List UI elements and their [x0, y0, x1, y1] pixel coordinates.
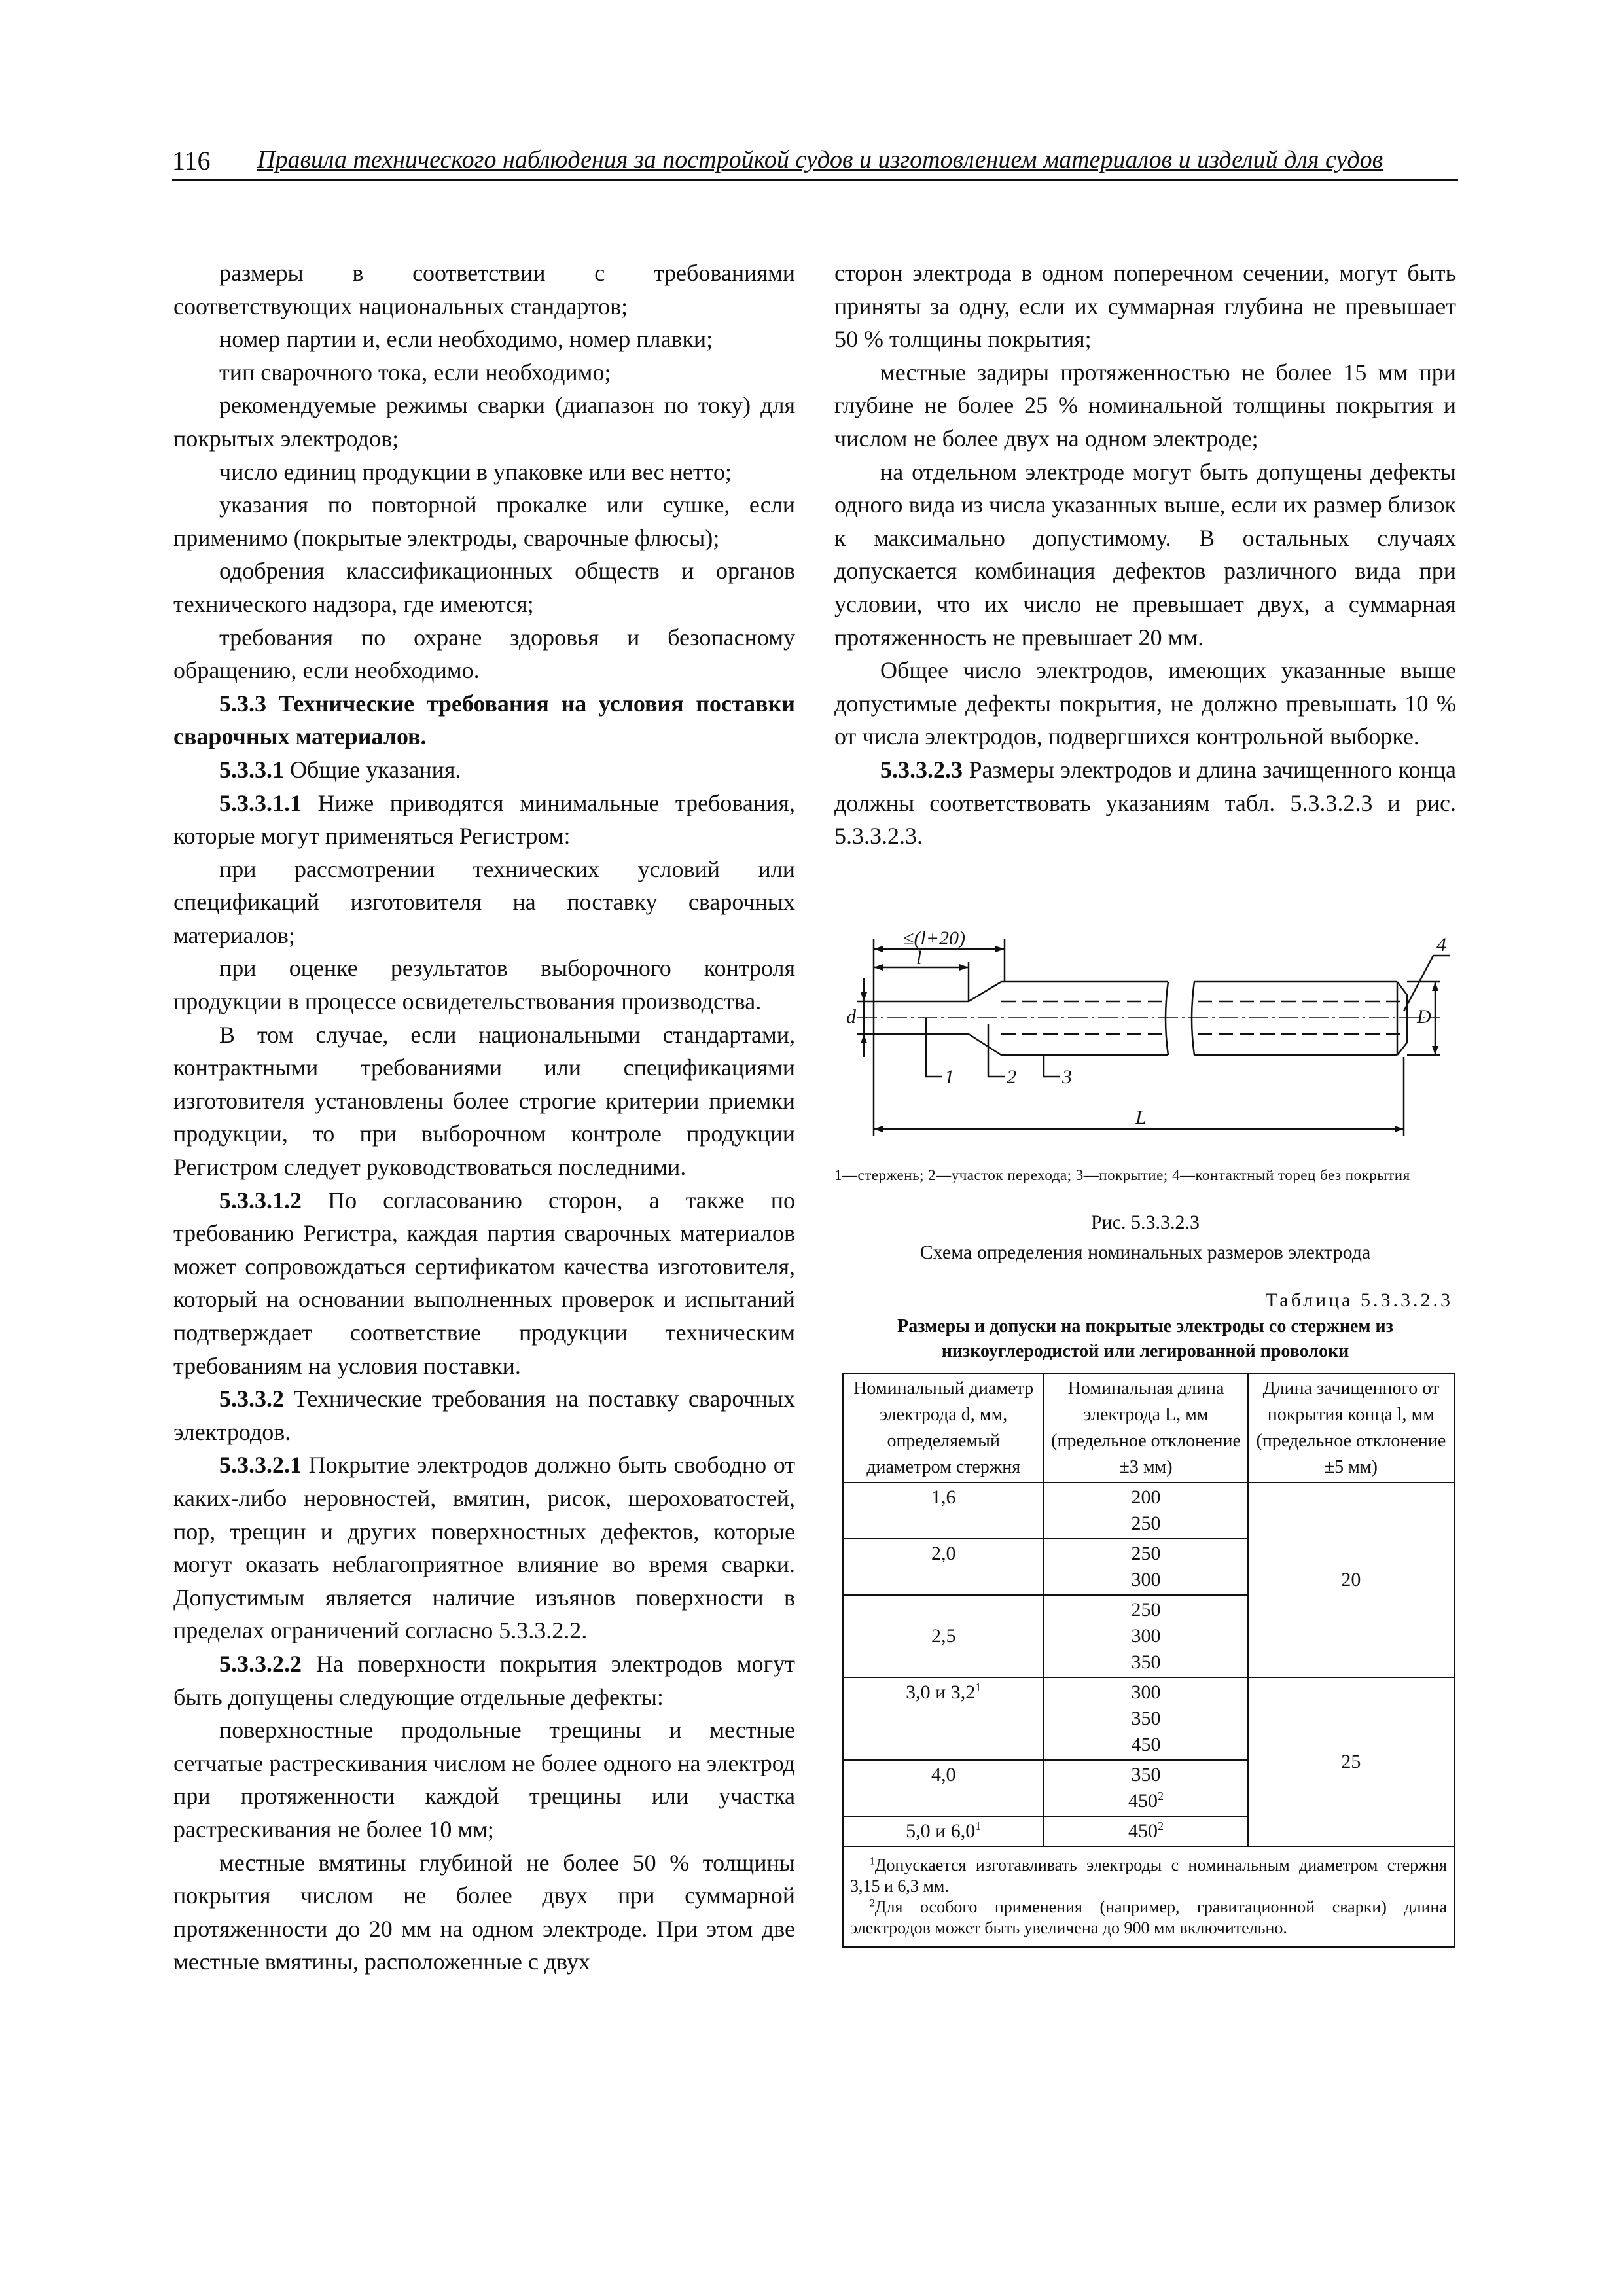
page-header — [172, 145, 1458, 181]
paragraph: местные задиры протяженностью не более 15 мм при глубине не более 25 % номинальной толщины покрытия и числом не более двух на одном электроде; — [834, 359, 1456, 452]
table-header-row — [843, 1374, 1454, 1482]
paragraph: номер партии и, если необходимо, номер плавки; — [219, 326, 713, 353]
callout-leader-2 — [988, 1024, 1005, 1077]
table-notes — [843, 1846, 1454, 1947]
diameter-cell: 2,5 — [843, 1595, 1044, 1677]
paragraph: размеры в соответствии с требованиями соответствующих национальных стандартов; — [173, 260, 795, 319]
callout-1: 1 — [944, 1066, 954, 1088]
right-column — [834, 257, 1456, 853]
clause-number: 5.3.3.2.3 — [880, 756, 963, 783]
diameter-cell: 3,0 и $3,2^1$ — [843, 1677, 1044, 1760]
table-notes-row — [843, 1846, 1454, 1947]
clause-text: На поверхности покрытия электродов могут быть допущены следующие отдельные дефекты: — [173, 1650, 795, 1710]
dim-label-D: D — [1417, 1006, 1431, 1028]
clause-text: Покрытие электродов должно быть свободно от каких-либо неровностей, вмятин, рисок, шероховатостей, пор, трещин и других поверхностных дефектов, которые могут оказать неблагоприятное влияние во время сварки. Допустимым является наличие изъянов поверхности в пределах ограничений согласно 5.3.3.2.2. — [173, 1452, 795, 1644]
paragraph: при оценке результатов выборочного контроля продукции в процессе освидетельствования производства. — [173, 955, 795, 1015]
dim-label-l: l — [916, 947, 922, 969]
paragraph: требования по охране здоровья и безопасному обращению, если необходимо. — [173, 624, 795, 684]
break-line-right — [1192, 982, 1194, 1055]
running-title: Правила технического наблюдения за постройкой судов и изготовлением материалов и изделий для судов — [257, 146, 1383, 173]
footnote-1: $^1$Допускается изготавливать электроды с номинальным диаметром стержня 3,15 и 6,3 мм. — [850, 1856, 1447, 1895]
table-row — [843, 1677, 1454, 1760]
callout-3: 3 — [1062, 1066, 1072, 1088]
break-line-left — [1166, 982, 1168, 1055]
clause-text: Размеры электродов и длина зачищенного конца должны соответствовать указаниям табл. 5.3.3.2.3 и рис. 5.3.3.2.3. — [834, 756, 1456, 850]
footnote-2: $^2$Для особого применения (например, гравитационной сварки) длина электродов может быть увеличена до 900 мм включительно. — [850, 1897, 1447, 1937]
clause-number: 5.3.3.2.2 — [219, 1650, 302, 1677]
callout-2: 2 — [1007, 1066, 1016, 1088]
paragraph-5-3-3-1-2 — [173, 1184, 795, 1383]
dim-label-top: ≤(l+20) — [903, 927, 966, 949]
callout-leader-4 — [1404, 956, 1450, 1011]
transition-top — [969, 982, 1001, 1001]
diameter-cell: 1,6 — [843, 1482, 1044, 1539]
clause-number: 5.3.3.2.1 — [219, 1452, 302, 1479]
transition-bottom — [969, 1034, 1001, 1055]
paragraph-5-3-3-1-1 — [173, 787, 795, 853]
table-label: Таблица 5.3.3.2.3 — [1265, 1289, 1453, 1311]
paragraph: число единиц продукции в упаковке или вес нетто; — [219, 458, 732, 485]
paragraph-5-3-3-2-1 — [173, 1448, 795, 1647]
diameter-cell: 5,0 и $6,0^1$ — [843, 1816, 1044, 1846]
figure-legend: 1—стержень; 2—участок перехода; 3—покрытие; 4—контактный торец без покрытия — [834, 1167, 1410, 1183]
clause-text: Технические требования на поставку сварочных электродов. — [173, 1386, 795, 1445]
clean-end-cell: 20 — [1248, 1482, 1454, 1677]
table-row — [843, 1482, 1454, 1539]
diameter-cell: 4,0 — [843, 1760, 1044, 1816]
callout-4: 4 — [1436, 934, 1446, 956]
paragraph: поверхностные продольные трещины и местные сетчатые растрескивания числом не более одного на электрод при протяженности каждой трещины или участка растрескивания не более 10 мм; — [173, 1717, 795, 1842]
figure-caption — [834, 1208, 1456, 1268]
paragraph: местные вмятины глубиной не более 50 % толщины покрытия числом не более двух при суммарной протяженности до 20 мм на одном электроде. При этом две местные вмятины, расположенные с двух — [173, 1849, 795, 1975]
table-title: Размеры и допуски на покрытые электроды со стержнем из низкоуглеродистой или легированной проволоки — [897, 1316, 1393, 1361]
dim-label-d: d — [846, 1006, 856, 1028]
callout-leader-1 — [926, 1018, 942, 1077]
clean-end-cell: 25 — [1248, 1677, 1454, 1846]
length-cell: 250 300 — [1044, 1539, 1247, 1595]
paragraph: указания по повторной прокалке или сушке, если применимо (покрытые электроды, сварочные флюсы); — [173, 492, 795, 551]
paragraph: рекомендуемые режимы сварки (диапазон по току) для покрытых электродов; — [173, 392, 795, 452]
paragraph: Общее число электродов, имеющих указанные выше допустимые дефекты покрытия, не должно превышать 10 % от числа электродов, подвергшихся контрольной выборке. — [834, 657, 1456, 750]
paragraph: сторон электрода в одном поперечном сечении, могут быть приняты за одну, если их суммарная глубина не превышает 50 % толщины покрытия; — [834, 260, 1456, 353]
length-cell: 350 $450^2$ — [1044, 1760, 1247, 1816]
paragraph-5-3-3-2 — [173, 1382, 795, 1448]
length-cell: $450^2$ — [1044, 1816, 1247, 1846]
diameter-cell: 2,0 — [843, 1539, 1044, 1595]
clause-number: 5.3.3.2 — [219, 1386, 284, 1412]
clause-number: 5.3.3.1.1 — [219, 789, 302, 816]
contact-tip — [1397, 982, 1407, 1055]
length-cell: 250 300 350 — [1044, 1595, 1247, 1677]
paragraph: В том случае, если национальными стандартами, контрактными требованиями или спецификациями изготовителя установлены более строгие критерии приемки продукции, то при выборочном контроле продукции Регистром следует руководствоваться последними. — [173, 1021, 795, 1181]
clause-number: 5.3.3.1 — [219, 756, 284, 783]
paragraph-5-3-3-2-3 — [834, 753, 1456, 853]
paragraph: при рассмотрении технических условий или спецификаций изготовителя на поставку сварочных материалов; — [173, 855, 795, 948]
left-column — [173, 257, 795, 1979]
clause-text: Общие указания. — [284, 756, 461, 783]
dim-label-L: L — [1135, 1107, 1147, 1128]
column-header-clean-end: Длина зачищенного от покрытия конца l, мм (предельное отклонение ±5 мм) — [1248, 1374, 1454, 1482]
paragraph: на отдельном электроде могут быть допущены дефекты одного вида из числа указанных выше, если их размер близок к максимально допустимому. В остальных случаях допускается комбинация дефектов различного вида при условии, что их число не превышает двух, а суммарная протяженность не превышает 20 мм. — [834, 458, 1456, 651]
paragraph: тип сварочного тока, если необходимо; — [219, 359, 611, 386]
clause-number: 5.3.3.1.2 — [219, 1187, 302, 1213]
figure-caption-number: Рис. 5.3.3.2.3 — [1090, 1211, 1200, 1233]
clause-text: По согласованию сторон, а также по требованию Регистра, каждая партия сварочных материалов может сопровождаться сертификатом качества изготовителя, который на основании выполненных проверок и испытаний подтверждает соответствие продукции техническим требованиям на условия поставки. — [173, 1187, 795, 1379]
electrode-dimensions-table — [842, 1373, 1455, 1948]
paragraph: одобрения классификационных обществ и органов технического надзора, где имеются; — [173, 558, 795, 617]
paragraph-5-3-3-2-2 — [173, 1647, 795, 1713]
paragraph-5-3-3-1 — [173, 753, 795, 787]
section-heading-5-3-3: 5.3.3 Технические требования на условия поставки сварочных материалов. — [173, 690, 795, 750]
length-cell: 200 250 — [1044, 1482, 1247, 1539]
length-cell: 300 350 450 — [1044, 1677, 1247, 1760]
column-header-diameter: Номинальный диаметр электрода d, мм, определяемый диаметром стержня — [843, 1374, 1044, 1482]
clause-text: Ниже приводятся минимальные требования, которые могут применяться Регистром: — [173, 789, 795, 850]
page-number: 116 — [172, 146, 211, 175]
figure-caption-text: Схема определения номинальных размеров электрода — [919, 1242, 1371, 1263]
arrowheads — [861, 946, 1438, 1132]
column-header-length: Номинальная длина электрода L, мм (предельное отклонение ±3 мм) — [1044, 1374, 1247, 1482]
callout-leader-3 — [1044, 1055, 1060, 1077]
electrode-diagram — [828, 926, 1453, 1162]
